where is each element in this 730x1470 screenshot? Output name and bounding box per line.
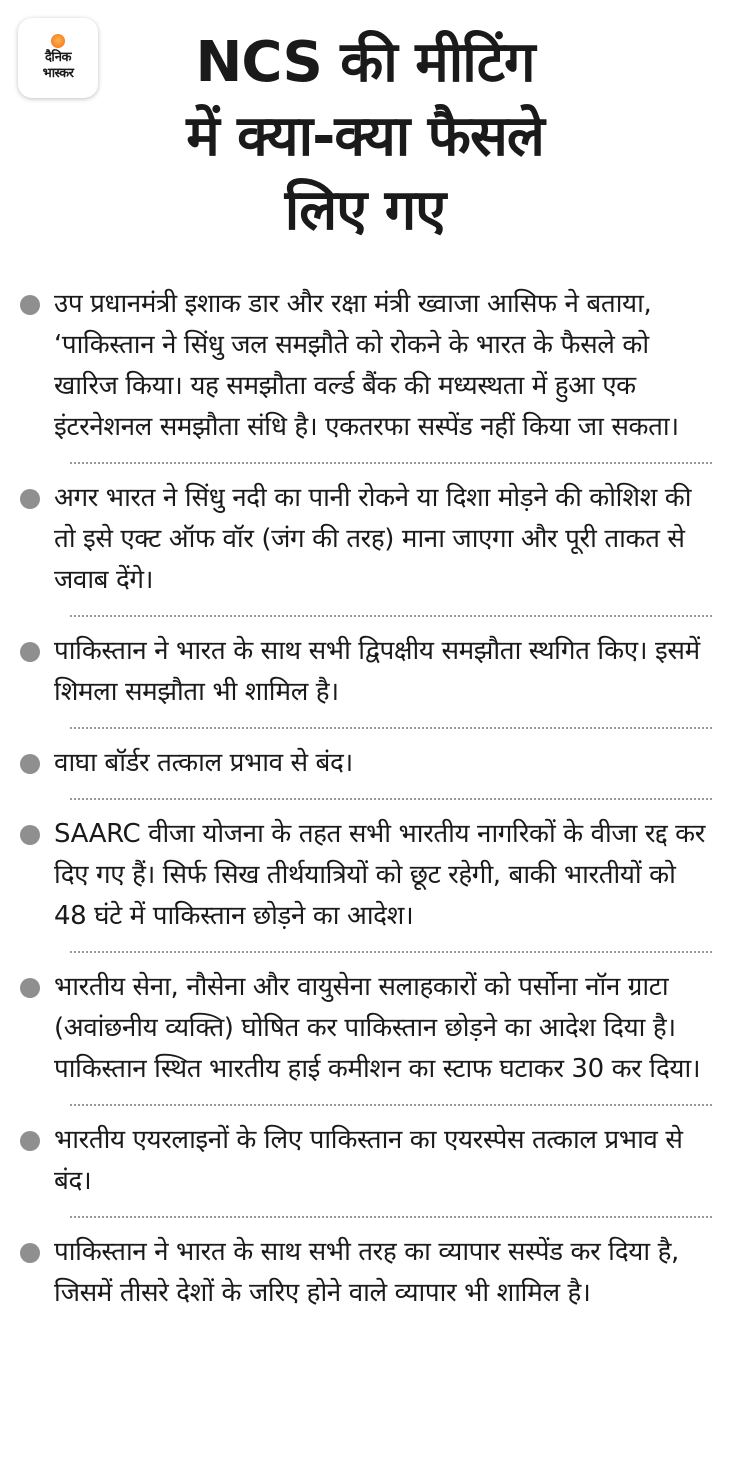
divider bbox=[70, 615, 712, 617]
divider bbox=[70, 1104, 712, 1106]
list-item bbox=[0, 631, 730, 713]
bullet-icon bbox=[20, 978, 40, 998]
bullet-icon bbox=[20, 1243, 40, 1263]
logo-text-line-1: दैनिक bbox=[45, 50, 71, 65]
list-item-text: पाकिस्तान ने भारत के साथ सभी तरह का व्यापार सस्पेंड कर दिया है, जिसमें तीसरे देशों के जरिए होने वाले व्यापार भी शामिल है। bbox=[54, 1237, 679, 1308]
list-item-text: पाकिस्तान ने भारत के साथ सभी द्विपक्षीय समझौता स्थगित किए। इसमें शिमला समझौता भी शामिल है। bbox=[54, 636, 700, 707]
bullet-icon bbox=[20, 825, 40, 845]
bullet-icon bbox=[20, 1131, 40, 1151]
list-item-text: वाघा बॉर्डर तत्काल प्रभाव से बंद। bbox=[54, 748, 353, 778]
bullet-icon bbox=[20, 642, 40, 662]
logo-text-line-2: भास्कर bbox=[42, 66, 74, 81]
divider bbox=[70, 951, 712, 953]
title-line-1: NCS की मीटिंग bbox=[195, 30, 535, 95]
decision-list bbox=[0, 284, 730, 1314]
list-item bbox=[0, 1120, 730, 1202]
dainik-bhaskar-logo bbox=[18, 18, 98, 98]
list-item-text: भारतीय एयरलाइनों के लिए पाकिस्तान का एयरस्पेस तत्काल प्रभाव से बंद। bbox=[54, 1125, 683, 1196]
bullet-icon bbox=[20, 489, 40, 509]
list-item bbox=[0, 814, 730, 937]
list-item-text: SAARC वीजा योजना के तहत सभी भारतीय नागरिकों के वीजा रद्द कर दिए गए हैं। सिर्फ सिख तीर्थयात्रियों को छूट रहेगी, बाकी भारतीयों को 48 घंटे में पाकिस्तान छोड़ने का आदेश। bbox=[54, 819, 705, 931]
divider bbox=[70, 727, 712, 729]
title-line-2: में क्या-क्या फैसले bbox=[186, 104, 544, 169]
sun-icon bbox=[51, 34, 65, 48]
list-item bbox=[0, 478, 730, 601]
page-title bbox=[100, 26, 630, 248]
list-item bbox=[0, 743, 730, 784]
bullet-icon bbox=[20, 754, 40, 774]
divider bbox=[70, 798, 712, 800]
list-item bbox=[0, 284, 730, 448]
list-item bbox=[0, 967, 730, 1090]
bullet-icon bbox=[20, 295, 40, 315]
list-item-text: भारतीय सेना, नौसेना और वायुसेना सलाहकारों को पर्सोना नॉन ग्राटा (अवांछनीय व्यक्ति) घोषित कर पाकिस्तान छोड़ने का आदेश दिया है। पाकिस्तान स्थित भारतीय हाई कमीशन का स्टाफ घटाकर 30 कर दिया। bbox=[54, 972, 701, 1084]
list-item-text: अगर भारत ने सिंधु नदी का पानी रोकने या दिशा मोड़ने की कोशिश की तो इसे एक्ट ऑफ वॉर (जंग की तरह) माना जाएगा और पूरी ताकत से जवाब देंगे। bbox=[54, 483, 692, 595]
list-item bbox=[0, 1232, 730, 1314]
divider bbox=[70, 462, 712, 464]
title-line-3: लिए गए bbox=[284, 178, 446, 243]
list-item-text: उप प्रधानमंत्री इशाक डार और रक्षा मंत्री ख्वाजा आसिफ ने बताया, ‘पाकिस्तान ने सिंधु जल समझौते को रोकने के भारत के फैसले को खारिज किया। यह समझौता वर्ल्ड बैंक की मध्यस्थता में हुआ एक इंटरनेशनल समझौता संधि है। एकतरफा सस्पेंड नहीं किया जा सकता। bbox=[54, 289, 679, 442]
divider bbox=[70, 1216, 712, 1218]
